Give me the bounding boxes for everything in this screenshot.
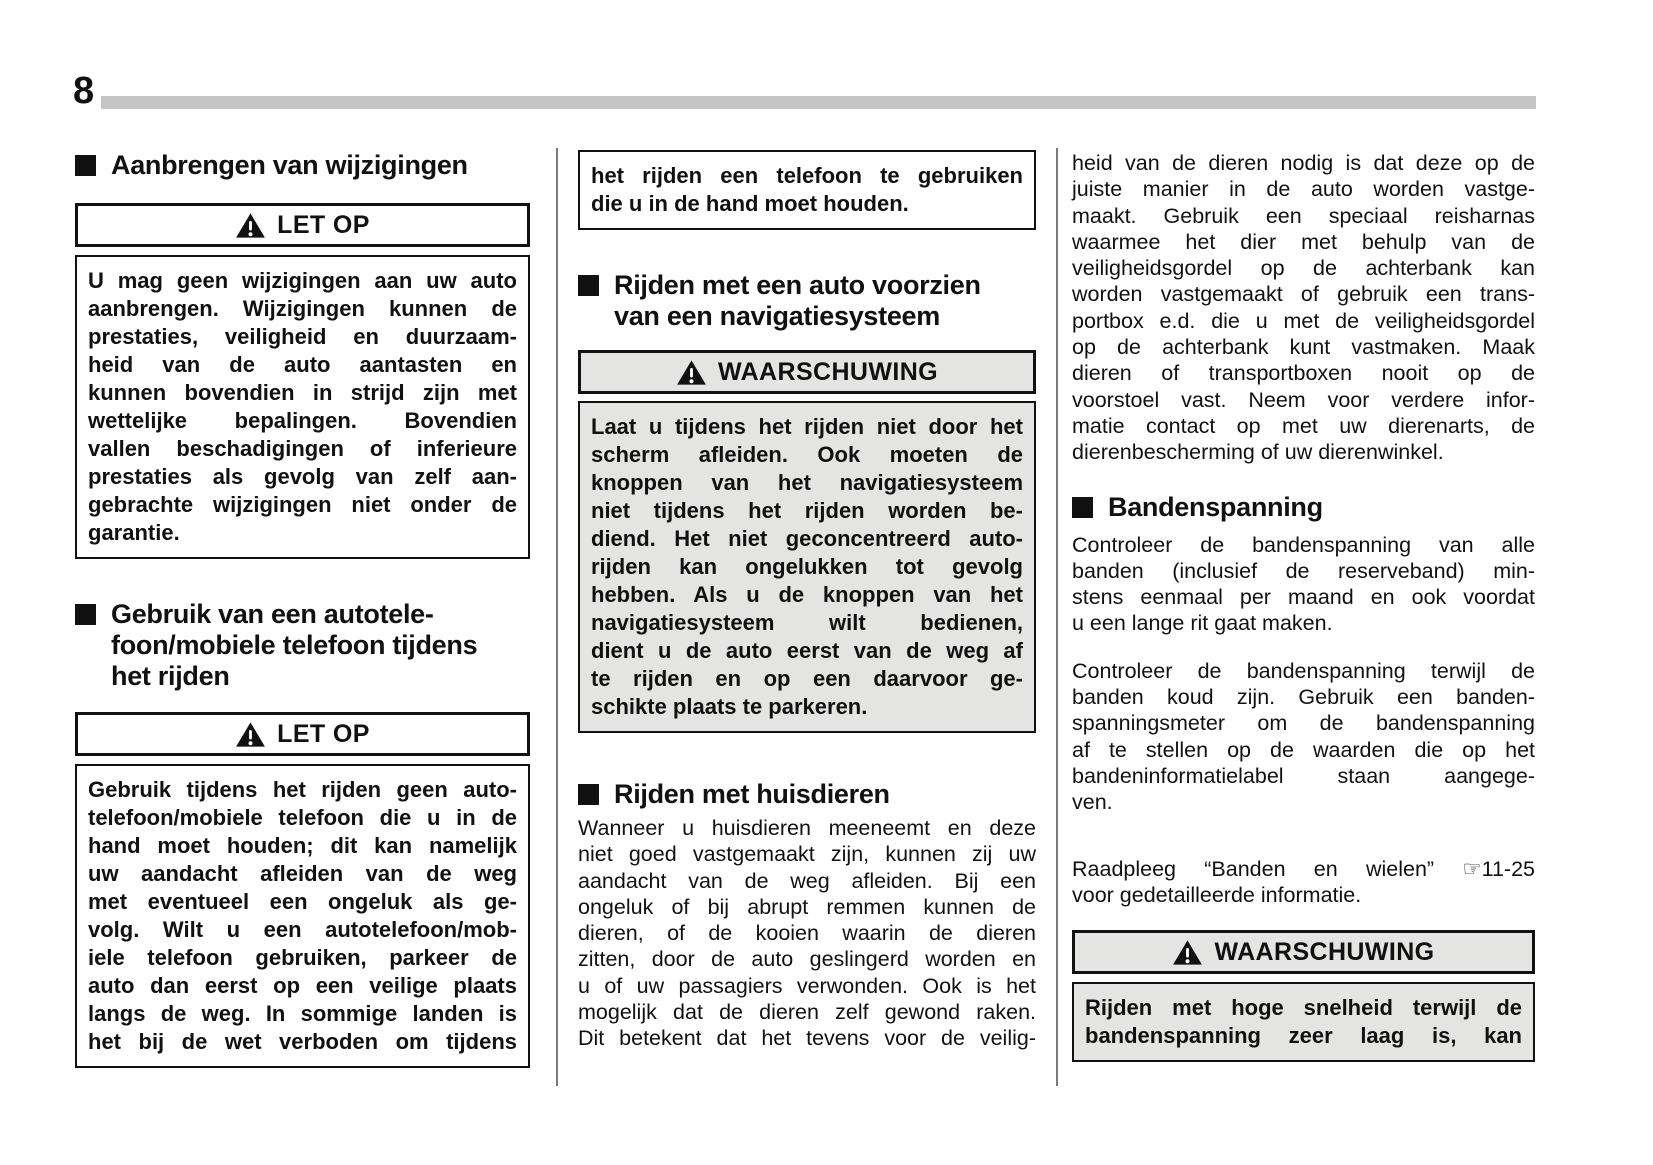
- text-line: U mag geen wijzigingen aan uw auto: [88, 268, 517, 293]
- square-bullet-icon: [75, 155, 96, 176]
- text-line: Gebruik tijdens het rijden geen auto-: [88, 777, 517, 802]
- text-line: voorstoel vast. Neem voor verdere infor-: [1072, 387, 1535, 412]
- caution-body-box: [75, 764, 530, 1068]
- heading-text: Bandenspanning: [1108, 491, 1323, 522]
- caution-title: LET OP: [277, 719, 370, 748]
- text-line: worden vastgemaakt of gebruik een trans-: [1072, 282, 1535, 307]
- caution-body-continuation-box: [578, 150, 1036, 230]
- text-line: matie contact op met uw dierenarts, de: [1072, 413, 1535, 438]
- column-divider: [556, 148, 558, 1086]
- column-divider: [1056, 148, 1058, 1086]
- warning-header-box: [1072, 930, 1535, 974]
- warning-body-box: [578, 401, 1036, 733]
- square-bullet-icon: [1072, 497, 1093, 518]
- text-line: portbox e.d. die u met de veiligheidsgordel: [1072, 308, 1535, 333]
- column-middle: [578, 150, 1036, 1052]
- text-line: gebrachte wijzigingen niet onder de: [88, 492, 517, 517]
- text-line: banden (inclusief de reserveband) min-: [1072, 558, 1535, 583]
- caution-header-box: [75, 203, 530, 247]
- caution-body-box: [75, 255, 530, 559]
- text-line: bandeninformatielabel staan aangege-: [1072, 763, 1535, 788]
- text-line: ongeluk of bij abrupt remmen kunnen de: [578, 894, 1036, 919]
- text-line: kunnen bovendien in strijd zijn met: [88, 380, 517, 405]
- section-heading-navigation: [578, 270, 1036, 332]
- warning-triangle-icon: [1172, 939, 1203, 966]
- caution-title: LET OP: [277, 210, 370, 239]
- text-line: schikte plaats te parkeren.: [591, 694, 868, 719]
- text-line: hand moet houden; dit kan namelijk: [88, 833, 517, 858]
- text-line: hebben. Als u de knoppen van het: [591, 582, 1023, 607]
- text-line: navigatiesysteem wilt bedienen,: [591, 610, 1023, 635]
- text-line: veiligheidsgordel op de achterbank kan: [1072, 256, 1535, 281]
- text-line: maakt. Gebruik een speciaal reisharnas: [1072, 203, 1535, 228]
- square-bullet-icon: [578, 275, 599, 296]
- text-line: heid van de dieren nodig is dat deze op de: [1072, 151, 1535, 175]
- text-line: dient u de auto eerst van de weg af: [591, 638, 1023, 663]
- text-line: Gebruik van een autotele-: [111, 599, 434, 629]
- text-line: stens eenmaal per maand en ook voordat: [1072, 585, 1535, 610]
- text-line: volg. Wilt u een autotelefoon/mob-: [88, 917, 517, 942]
- header-rule: [101, 96, 1536, 109]
- text-line: rijden kan ongelukken tot gevolg: [591, 554, 1023, 579]
- column-right: [1072, 150, 1535, 1062]
- warning-title: WAARSCHUWING: [717, 357, 939, 386]
- section-heading-tire-pressure: [1072, 492, 1535, 523]
- warning-triangle-icon: [235, 721, 266, 748]
- text-line: het bij de wet verboden om tijdens: [88, 1029, 517, 1054]
- text-line: Dit betekent dat het tevens voor de veilig-: [578, 1026, 1036, 1051]
- text-line: banden koud zijn. Gebruik een banden-: [1072, 685, 1535, 710]
- text-line: bandenspanning zeer laag is, kan: [1085, 1023, 1522, 1049]
- text-line: Wanneer u huisdieren meeneemt en deze: [578, 816, 1036, 840]
- body-paragraph-cross-reference: [1072, 856, 1535, 909]
- text-line: telefoon/mobiele telefoon die u in de: [88, 805, 517, 830]
- square-bullet-icon: [75, 604, 96, 625]
- text-line: knoppen van het navigatiesysteem: [591, 470, 1023, 495]
- section-heading-phone-use: [75, 599, 530, 692]
- heading-text: Rijden met huisdieren: [614, 779, 890, 809]
- text-line: prestaties, veiligheid en duurzaam-: [88, 324, 517, 349]
- text-line: dieren, of de kooien waarin de dieren: [578, 921, 1036, 946]
- text-line: langs de weg. In sommige landen is: [88, 1001, 517, 1026]
- text-line: heid van de auto aantasten en: [88, 352, 517, 377]
- section-heading-pets: [578, 779, 1036, 810]
- text-line: Laat u tijdens het rijden niet door het: [591, 414, 1023, 439]
- text-line: af te stellen op de waarden die op het: [1072, 737, 1535, 762]
- text-line: met eventueel een ongeluk als ge-: [88, 889, 517, 914]
- text-line: u of uw passagiers verwonden. Ook is het: [578, 973, 1036, 998]
- warning-title: WAARSCHUWING: [1214, 937, 1435, 966]
- body-paragraph: [578, 815, 1036, 1052]
- text-line: u een lange rit gaat maken.: [1072, 611, 1333, 636]
- text-line: op de achterbank kunt vastmaken. Maak: [1072, 335, 1535, 360]
- text-line: ven.: [1072, 790, 1113, 815]
- text-line: spanningsmeter om de bandenspanning: [1072, 711, 1535, 736]
- text-line: garantie.: [88, 520, 180, 545]
- body-paragraph: [1072, 532, 1535, 637]
- heading-text: [111, 599, 530, 692]
- text-line: Controleer de bandenspanning terwijl de: [1072, 658, 1535, 683]
- text-line: iele telefoon gebruiken, parkeer de: [88, 945, 517, 970]
- text-line: juiste manier in de auto worden vastge-: [1072, 177, 1535, 202]
- text-line: zitten, door de auto geslingerd worden en: [578, 947, 1036, 972]
- text-line: voor gedetailleerde informatie.: [1072, 882, 1362, 907]
- caution-header-box: [75, 712, 530, 756]
- text-line: niet goed vastgemaakt zijn, kunnen zij uw: [578, 842, 1036, 867]
- page-number: 8: [73, 70, 95, 112]
- text-line: scherm afleiden. Ook moeten de: [591, 442, 1023, 467]
- square-bullet-icon: [578, 784, 599, 805]
- text-line: dierenbescherming of uw dierenwinkel.: [1072, 440, 1444, 465]
- text-line: auto dan eerst op een veilige plaats: [88, 973, 517, 998]
- text-line: aanbrengen. Wijzigingen kunnen de: [88, 296, 517, 321]
- text-line: van een navigatiesysteem: [614, 301, 940, 331]
- text-line: foon/mobiele telefoon tijdens: [111, 630, 478, 660]
- text-line: Controleer de bandenspanning van alle: [1072, 532, 1535, 557]
- text-line: dieren of transportboxen nooit op de: [1072, 361, 1535, 386]
- text-line: wettelijke bepalingen. Bovendien: [88, 408, 517, 433]
- warning-body-box: [1072, 982, 1535, 1062]
- body-paragraph: [1072, 658, 1535, 816]
- text-line: te rijden en op een daarvoor ge-: [591, 666, 1023, 691]
- heading-text: [614, 270, 1036, 332]
- text-line: het rijden: [111, 661, 230, 691]
- text-line: waarmee het dier met behulp van de: [1072, 229, 1535, 254]
- body-paragraph-continuation: [1072, 150, 1535, 466]
- text-line: Raadpleeg “Banden en wielen” ☞11-25: [1072, 856, 1535, 881]
- heading-text: Aanbrengen van wijzigingen: [111, 150, 468, 180]
- column-left: [75, 150, 530, 1068]
- text-line: diend. Het niet geconcentreerd auto-: [591, 526, 1023, 551]
- text-line: prestaties als gevolg van zelf aan-: [88, 464, 517, 489]
- text-line: vallen beschadigingen of inferieure: [88, 436, 517, 461]
- text-line: Rijden met een auto voorzien: [614, 270, 981, 300]
- text-line: het rijden een telefoon te gebruiken: [591, 163, 1023, 188]
- warning-header-box: [578, 350, 1036, 394]
- section-heading-modifications: [75, 150, 530, 181]
- text-line: die u in de hand moet houden.: [591, 191, 909, 216]
- warning-triangle-icon: [676, 359, 707, 386]
- text-line: uw aandacht afleiden van de weg: [88, 861, 517, 886]
- text-line: niet tijdens het rijden worden be-: [591, 498, 1023, 523]
- warning-triangle-icon: [235, 212, 266, 239]
- text-line: Rijden met hoge snelheid terwijl de: [1085, 995, 1522, 1021]
- text-line: mogelijk dat de dieren zelf gewond raken.: [578, 1000, 1036, 1025]
- text-line: aandacht van de weg afleiden. Bij een: [578, 868, 1036, 893]
